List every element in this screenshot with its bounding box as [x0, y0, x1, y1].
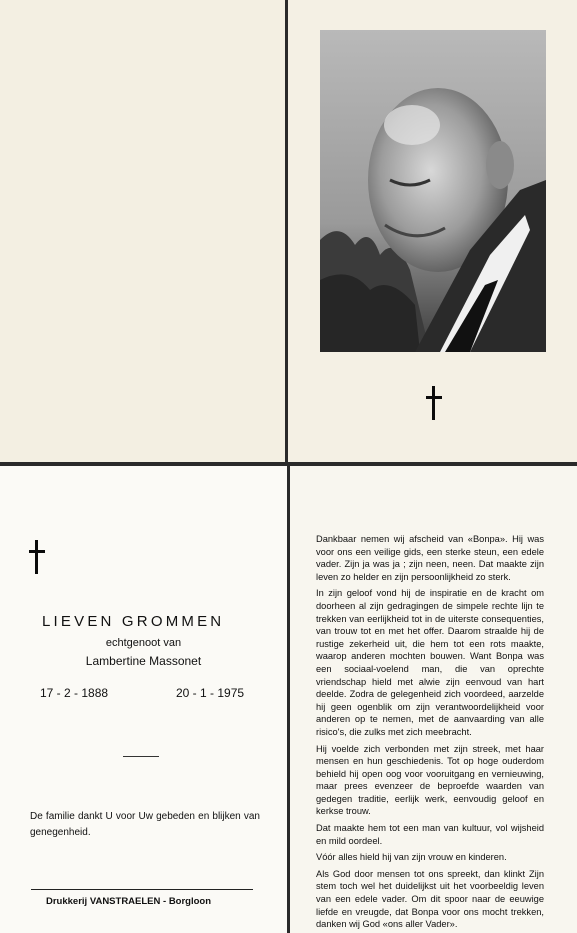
text-card-panel	[290, 466, 577, 933]
birth-date: 17 - 2 - 1888	[40, 686, 109, 700]
death-date: 20 - 1 - 1975	[176, 686, 245, 700]
deceased-name: LIEVEN GROMMEN	[42, 613, 225, 630]
thanks-text: De familie dankt U voor Uw gebeden en blijken van genegenheid.	[30, 811, 260, 838]
paragraph: Als God door mensen tot ons spreekt, dan klinkt Zijn stem toch wel het duidelijkst uit het voorbeeldig leven van een edele vader. Om dit spoor naar de eeuwige liefde en vreugde, dat Bonpa voor ons mocht trekken, danken wij God «ons aller Vader».	[316, 868, 544, 930]
name-card-panel	[0, 466, 287, 933]
cross-icon	[426, 386, 442, 420]
photo-card-panel	[288, 0, 577, 462]
spouse-name: Lambertine Massonet	[85, 654, 202, 668]
paragraph: Dankbaar nemen wij afscheid van «Bonpa». Hij was voor ons een veilige gids, een sterke steun, een edele vader. Zijn ja was ja ; zijn neen, neen. Dat maakte zijn leven zo helder en zijn persoonlijkheid zo sterk.	[316, 534, 544, 582]
blank-card-panel	[0, 0, 285, 462]
divider	[123, 756, 159, 757]
paragraph: In zijn geloof vond hij de inspiratie en de kracht om doorheen al zijn gedragingen de simpele rechte lijn te trekken van eerlijkheid tot in de uiterste consequenties, van trouw tot en met het offer. Daarom straalde hij de rustige zekerheid uit, die hem tot een rots maakte, waarop anderen mochten bouwen. Want Bonpa was een sociaal-voelend man, die van oprechte vriendschap hield met alwie zijn eenvoud van hart deelde. Zodra de gelegenheid zich voordeed, aarzelde hij geen ogenblik om zijn verantwoordelijkheid voor anderen op te nemen, met de aanvaarding van alle risico's, die zulks met zich meebracht.	[316, 588, 544, 737]
spouse-label: echtgenoot van	[105, 637, 182, 649]
cross-icon	[29, 540, 45, 574]
printer-credit: Drukkerij VANSTRAELEN - Borgloon	[46, 896, 212, 907]
memorial-text	[316, 533, 544, 933]
paragraph: Vóór alles hield hij van zijn vrouw en kinderen.	[316, 852, 507, 863]
divider	[31, 889, 253, 890]
paragraph: Dat maakte hem tot een man van kultuur, vol wijsheid en mild oordeel.	[316, 823, 544, 846]
portrait-photo	[320, 30, 546, 352]
paragraph: Hij voelde zich verbonden met zijn streek, met haar mensen en hun geschiedenis. Tot op hoge ouderdom behield hij open oog voor vooruitgang en vernieuwing, maar prees evenzeer de beproefde waarden van gedegen traditie, eerlijk werk, eenvoudig geloof en kerkse trouw.	[316, 743, 544, 817]
